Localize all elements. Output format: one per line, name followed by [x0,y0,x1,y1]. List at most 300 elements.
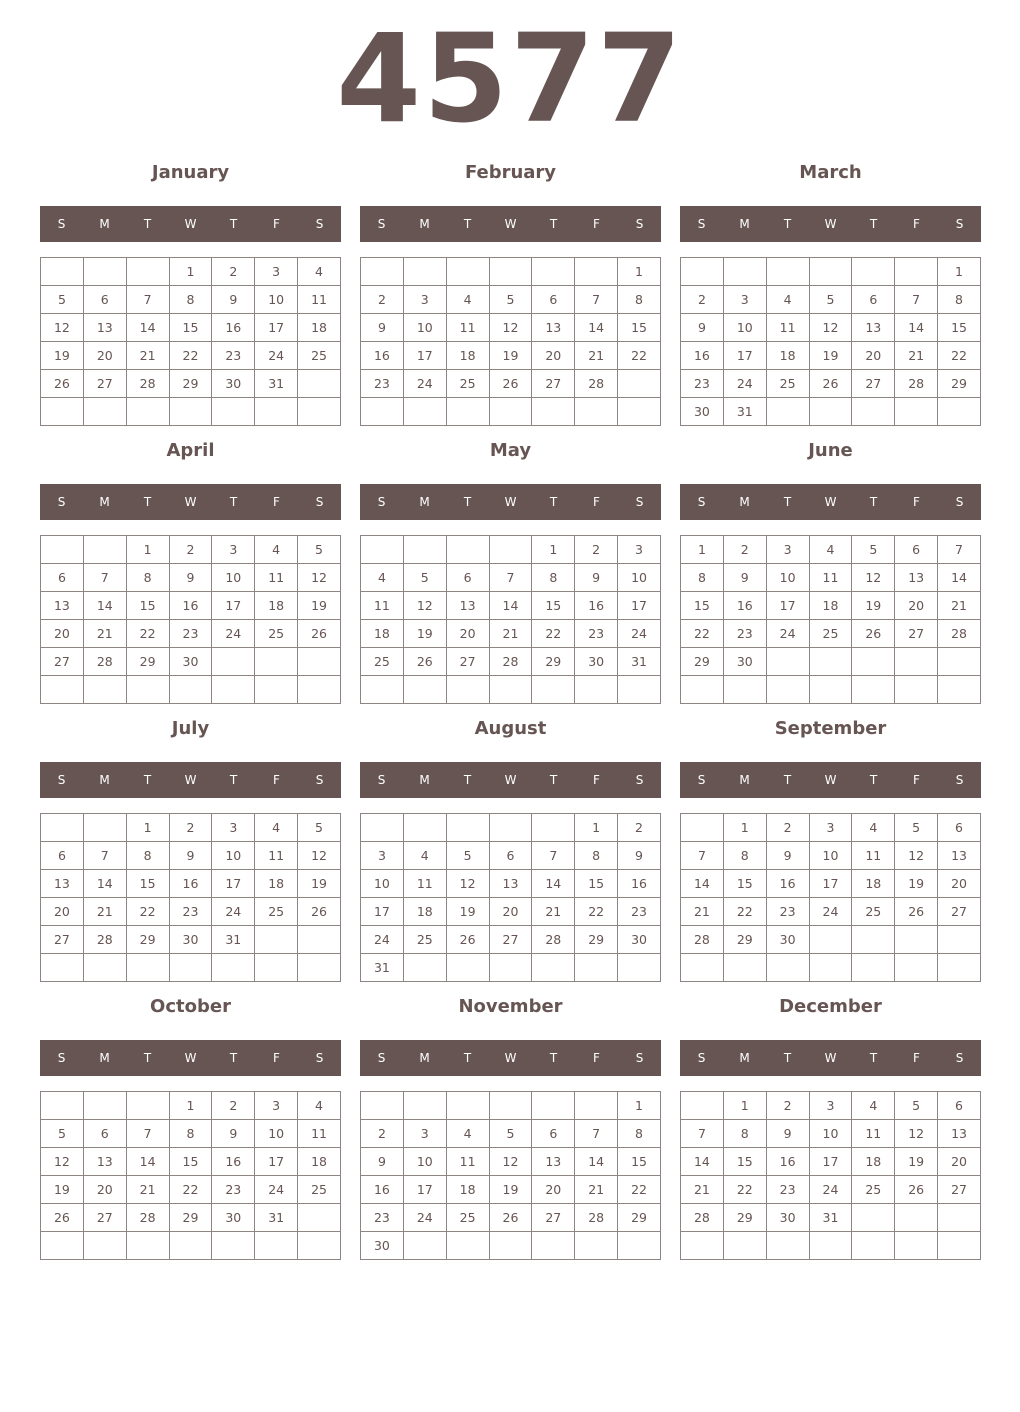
weekday-label: S [635,495,644,509]
weekday-label: F [593,495,600,509]
day-cell: 30 [575,648,618,676]
day-cell [361,536,404,564]
day-cell: 27 [446,648,489,676]
day-cell [489,536,532,564]
day-cell: 12 [852,564,895,592]
day-cell: 1 [169,1092,212,1120]
day-cell: 11 [298,1120,341,1148]
day-cell [298,370,341,398]
weekday-label: T [869,495,878,509]
day-cell: 20 [895,592,938,620]
week-row [361,342,661,370]
day-cell: 12 [403,592,446,620]
weekday-label: S [315,217,324,231]
day-cell: 30 [169,926,212,954]
weekday-header [680,206,981,242]
day-grid [360,1091,661,1260]
day-cell: 5 [41,1120,84,1148]
day-cell: 24 [403,1204,446,1232]
weekday-label: T [783,495,792,509]
day-cell: 24 [361,926,404,954]
day-cell: 30 [618,926,661,954]
day-cell: 22 [126,620,169,648]
weekday-label: S [57,1051,66,1065]
day-cell: 23 [575,620,618,648]
day-cell: 16 [169,592,212,620]
day-cell [681,258,724,286]
day-cell: 15 [723,870,766,898]
week-row [41,954,341,982]
day-cell: 1 [126,814,169,842]
day-cell: 20 [852,342,895,370]
day-cell: 7 [126,286,169,314]
day-cell: 4 [361,564,404,592]
weekday-label: T [549,1051,558,1065]
day-cell: 14 [532,870,575,898]
day-cell [938,398,981,426]
day-cell: 4 [255,814,298,842]
day-cell: 2 [575,536,618,564]
day-cell: 13 [446,592,489,620]
day-cell: 3 [403,1120,446,1148]
day-cell: 20 [41,898,84,926]
day-cell: 28 [126,1204,169,1232]
day-cell [212,398,255,426]
weekday-label: W [504,495,517,509]
week-row [361,370,661,398]
day-cell [446,398,489,426]
day-cell [809,398,852,426]
day-cell: 1 [681,536,724,564]
day-cell: 10 [403,1148,446,1176]
day-cell [83,398,126,426]
day-cell: 15 [575,870,618,898]
day-cell [809,676,852,704]
day-cell: 4 [298,258,341,286]
day-cell: 23 [169,898,212,926]
day-cell: 10 [766,564,809,592]
day-cell [126,1092,169,1120]
day-cell: 4 [446,286,489,314]
day-cell [361,1092,404,1120]
day-cell: 9 [575,564,618,592]
day-cell: 12 [895,842,938,870]
day-cell: 25 [298,1176,341,1204]
day-cell: 29 [126,648,169,676]
day-cell [575,676,618,704]
day-cell: 28 [575,370,618,398]
day-cell: 23 [169,620,212,648]
day-cell: 23 [361,1204,404,1232]
day-cell: 13 [489,870,532,898]
day-cell [575,954,618,982]
day-cell: 4 [852,1092,895,1120]
day-cell: 9 [169,842,212,870]
day-cell: 23 [212,342,255,370]
day-cell [298,398,341,426]
day-cell: 1 [618,1092,661,1120]
weekday-header [40,484,341,520]
weekday-label: M [99,773,110,787]
weekday-label: S [955,773,964,787]
day-cell: 16 [361,1176,404,1204]
day-cell: 10 [723,314,766,342]
day-cell: 6 [83,1120,126,1148]
day-cell [446,814,489,842]
week-row [361,564,661,592]
day-cell: 3 [255,258,298,286]
day-cell: 17 [809,870,852,898]
day-grid [40,257,341,426]
week-row [681,536,981,564]
day-cell [532,1092,575,1120]
day-cell [361,814,404,842]
week-row [361,592,661,620]
day-cell: 25 [403,926,446,954]
day-cell: 19 [403,620,446,648]
day-cell: 5 [403,564,446,592]
day-cell [681,1232,724,1260]
day-cell: 8 [618,286,661,314]
weekday-header [40,762,341,798]
week-row [361,898,661,926]
day-cell: 12 [809,314,852,342]
day-cell: 12 [41,314,84,342]
weekday-label: S [635,773,644,787]
day-cell: 23 [681,370,724,398]
day-cell: 8 [169,1120,212,1148]
day-cell: 2 [361,286,404,314]
day-cell: 22 [681,620,724,648]
week-row [41,1176,341,1204]
day-grid [680,535,981,704]
day-cell [83,1232,126,1260]
day-cell: 26 [895,898,938,926]
day-cell [212,1232,255,1260]
day-cell: 26 [895,1176,938,1204]
week-row [681,842,981,870]
day-cell: 18 [298,1148,341,1176]
day-cell [681,954,724,982]
weekday-label: T [549,773,558,787]
day-cell [41,676,84,704]
week-row [41,1148,341,1176]
day-cell: 4 [403,842,446,870]
day-cell [532,258,575,286]
day-cell [852,676,895,704]
day-cell: 1 [575,814,618,842]
day-cell: 3 [212,814,255,842]
day-cell: 12 [895,1120,938,1148]
day-cell: 11 [361,592,404,620]
weekday-label: M [739,217,750,231]
day-cell [126,954,169,982]
day-cell: 10 [255,1120,298,1148]
weekday-label: M [739,1051,750,1065]
weekday-label: M [419,217,430,231]
day-cell: 23 [766,1176,809,1204]
day-cell: 9 [681,314,724,342]
day-cell: 14 [575,314,618,342]
day-cell: 14 [681,870,724,898]
day-cell: 28 [895,370,938,398]
day-cell: 20 [938,870,981,898]
day-grid [680,813,981,982]
day-cell: 23 [212,1176,255,1204]
day-cell: 10 [361,870,404,898]
weekday-header [40,1040,341,1076]
weekday-label: S [697,1051,706,1065]
day-cell: 11 [255,842,298,870]
week-row [681,814,981,842]
day-cell: 19 [298,592,341,620]
day-cell: 24 [255,342,298,370]
weekday-label: S [697,217,706,231]
weekday-label: M [419,1051,430,1065]
day-cell [169,398,212,426]
week-row [361,676,661,704]
day-cell [938,954,981,982]
week-row [681,1232,981,1260]
weekday-label: T [549,495,558,509]
day-cell [852,648,895,676]
weekday-label: S [377,1051,386,1065]
day-cell: 16 [169,870,212,898]
day-cell [212,648,255,676]
week-row [41,1232,341,1260]
weekday-header [680,1040,981,1076]
weekday-label: T [463,1051,472,1065]
weekday-label: M [419,773,430,787]
week-row [361,258,661,286]
day-cell: 21 [895,342,938,370]
day-cell [255,676,298,704]
day-cell: 27 [41,648,84,676]
day-cell: 21 [83,620,126,648]
day-cell: 31 [361,954,404,982]
day-cell [681,676,724,704]
day-cell: 11 [852,842,895,870]
day-cell: 29 [169,370,212,398]
day-cell [446,536,489,564]
month-name: March [799,162,862,183]
week-row [681,870,981,898]
day-cell: 19 [489,1176,532,1204]
weekday-label: T [229,773,238,787]
day-cell: 7 [532,842,575,870]
weekday-label: T [463,495,472,509]
week-row [361,1204,661,1232]
day-cell: 5 [852,536,895,564]
day-cell [403,954,446,982]
day-cell: 24 [618,620,661,648]
day-cell [41,536,84,564]
day-cell: 1 [938,258,981,286]
day-cell: 28 [681,1204,724,1232]
day-cell: 24 [809,1176,852,1204]
day-cell [852,258,895,286]
day-cell: 21 [489,620,532,648]
weekday-label: F [593,773,600,787]
day-cell [532,1232,575,1260]
day-cell: 9 [618,842,661,870]
day-cell: 18 [446,342,489,370]
day-cell: 2 [766,814,809,842]
day-cell: 2 [212,258,255,286]
day-cell: 9 [212,286,255,314]
day-cell [681,814,724,842]
weekday-label: S [315,773,324,787]
day-cell: 17 [212,592,255,620]
day-cell: 23 [723,620,766,648]
day-cell: 30 [169,648,212,676]
day-cell: 25 [255,620,298,648]
day-cell: 8 [126,564,169,592]
day-cell: 24 [723,370,766,398]
day-cell: 17 [809,1148,852,1176]
day-cell: 26 [489,1204,532,1232]
day-cell: 9 [766,842,809,870]
week-row [361,620,661,648]
day-cell [809,926,852,954]
day-cell [126,258,169,286]
day-cell: 31 [809,1204,852,1232]
week-row [361,1232,661,1260]
weekday-label: F [273,217,280,231]
day-cell: 27 [938,1176,981,1204]
weekday-label: W [504,217,517,231]
day-cell: 4 [255,536,298,564]
day-cell: 25 [298,342,341,370]
day-cell: 27 [895,620,938,648]
day-cell: 28 [938,620,981,648]
day-cell [895,648,938,676]
day-cell: 8 [723,1120,766,1148]
day-cell: 16 [361,342,404,370]
weekday-label: S [635,1051,644,1065]
day-cell [403,398,446,426]
day-cell: 12 [41,1148,84,1176]
day-cell [766,676,809,704]
day-cell: 17 [212,870,255,898]
day-cell: 31 [723,398,766,426]
day-cell: 27 [852,370,895,398]
day-cell [489,676,532,704]
day-cell: 8 [723,842,766,870]
day-cell: 18 [809,592,852,620]
day-cell: 27 [532,1204,575,1232]
day-cell [41,954,84,982]
day-cell [532,954,575,982]
day-cell: 28 [575,1204,618,1232]
day-cell: 22 [169,342,212,370]
day-cell [895,676,938,704]
day-cell: 13 [938,842,981,870]
day-cell: 9 [766,1120,809,1148]
day-cell: 6 [532,286,575,314]
week-row [361,398,661,426]
day-cell: 21 [575,1176,618,1204]
day-cell: 18 [361,620,404,648]
day-cell: 11 [446,314,489,342]
day-cell: 24 [212,620,255,648]
day-cell [575,1092,618,1120]
day-cell: 1 [723,1092,766,1120]
day-cell: 26 [489,370,532,398]
week-row [41,536,341,564]
day-cell: 26 [41,1204,84,1232]
day-cell: 8 [681,564,724,592]
day-cell [361,258,404,286]
weekday-header [40,206,341,242]
day-cell: 18 [255,592,298,620]
day-cell [298,648,341,676]
week-row [681,314,981,342]
day-cell [938,676,981,704]
day-cell: 8 [532,564,575,592]
day-cell [852,1232,895,1260]
weekday-label: T [549,217,558,231]
day-cell: 6 [83,286,126,314]
weekday-label: T [869,1051,878,1065]
week-row [41,286,341,314]
day-cell [41,814,84,842]
day-grid [360,257,661,426]
week-row [41,898,341,926]
day-cell [532,676,575,704]
week-row [41,676,341,704]
month-name: January [151,162,230,183]
day-cell [403,814,446,842]
day-cell: 3 [361,842,404,870]
day-cell: 23 [766,898,809,926]
day-cell: 12 [489,1148,532,1176]
day-cell [41,398,84,426]
day-cell: 8 [618,1120,661,1148]
day-cell: 27 [83,370,126,398]
day-cell: 28 [532,926,575,954]
day-cell: 14 [938,564,981,592]
weekday-header [680,762,981,798]
month-name: August [474,718,547,739]
weekday-label: T [143,1051,152,1065]
day-cell [618,954,661,982]
day-cell: 15 [169,1148,212,1176]
weekday-label: F [913,773,920,787]
weekday-label: S [377,217,386,231]
day-cell: 14 [83,592,126,620]
weekday-label: S [377,495,386,509]
day-cell [618,398,661,426]
day-cell: 3 [809,1092,852,1120]
weekday-label: T [463,773,472,787]
day-cell: 29 [575,926,618,954]
day-grid [360,535,661,704]
day-cell [895,1204,938,1232]
day-cell: 30 [766,1204,809,1232]
week-row [41,1092,341,1120]
weekday-label: W [504,1051,517,1065]
day-cell [852,954,895,982]
day-cell: 7 [681,1120,724,1148]
day-cell: 5 [41,286,84,314]
day-cell [852,398,895,426]
day-cell: 25 [852,898,895,926]
day-cell: 19 [489,342,532,370]
day-cell [489,1232,532,1260]
day-cell: 5 [489,1120,532,1148]
day-grid [40,535,341,704]
